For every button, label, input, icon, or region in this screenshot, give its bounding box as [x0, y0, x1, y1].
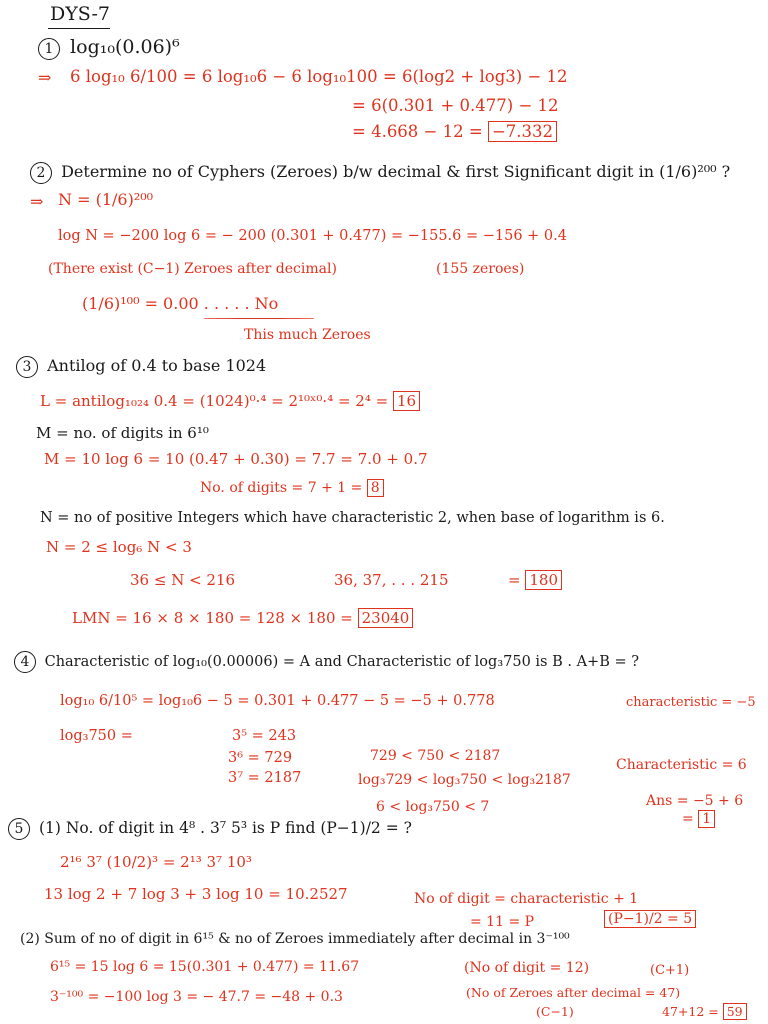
question-3: [16, 356, 266, 378]
q5-line-2: 13 log 2 + 7 log 3 + 3 log 10 = 10.2527: [44, 885, 348, 903]
q5-final: [662, 1006, 747, 1019]
q5-line-5: 3⁻¹⁰⁰ = −100 log 3 = − 47.7 = −48 + 0.3: [50, 989, 343, 1005]
q3-n-answer-box: 180: [525, 570, 562, 590]
q2-line-1: N = (1/6)²⁰⁰: [58, 190, 154, 209]
question-number-4: 4: [14, 651, 36, 673]
q3-n-line-2a: 36 ≤ N < 216: [130, 571, 236, 589]
question-1-text: log₁₀(0.06)⁶: [70, 36, 180, 58]
question-2-text: Determine no of Cyphers (Zeroes) b/w decimal & first Significant digit in (1/6)²⁰⁰ ?: [61, 162, 731, 181]
question-3-text: Antilog of 0.4 to base 1024: [47, 356, 267, 375]
q3-n-result-prefix: =: [508, 571, 521, 589]
implies-arrow-1: ⇒: [38, 68, 52, 87]
q3-n-result: [508, 573, 562, 588]
q4-line-5: 6 < log₃750 < 7: [376, 799, 490, 815]
question-2: [30, 162, 730, 184]
q4-characteristic-note: characteristic = −5: [626, 695, 756, 710]
question-4-text: Characteristic of log₁₀(0.00006) = A and Characteristic of log₃750 is B . A+B = ?: [44, 654, 640, 670]
q4-line-4: 3⁷ = 2187: [228, 770, 302, 786]
q3-l-prefix: L = antilog₁₀₂₄ 0.4 = (1024)⁰·⁴ = 2¹⁰ˣ⁰·⁴ = 2⁴ =: [40, 392, 389, 410]
q4-answer-box: 1: [698, 810, 715, 828]
q5-line-4b: (No of digit = 12): [464, 960, 590, 976]
q3-lmn-answer-box: 23040: [358, 608, 414, 628]
q1-answer-box: −7.332: [488, 121, 557, 142]
q5-line-4c: (C+1): [650, 963, 690, 978]
question-number-3: 3: [16, 356, 38, 378]
q3-l-line: [40, 394, 420, 409]
q3-m-line: M = 10 log 6 = 10 (0.47 + 0.30) = 7.7 = 7.0 + 0.7: [44, 450, 428, 468]
q4-characteristic-6: Characteristic = 6: [616, 757, 747, 773]
question-5-part-1: [8, 818, 412, 840]
question-5-text-1: No. of digit in 4⁸ . 3⁷ 5³ is P find (P−1)/2 = ?: [65, 819, 412, 837]
question-4: [14, 651, 639, 673]
q4-line-1: log₁₀ 6/10⁵ = log₁₀6 − 5 = 0.301 + 0.477 − 5 = −5 + 0.778: [60, 693, 495, 709]
q3-n-line-2b: 36, 37, . . . 215: [334, 571, 449, 589]
question-5-sub-2: (2): [20, 931, 40, 947]
q1-step-3: [352, 124, 557, 141]
q3-m-digits-prefix: No. of digits = 7 + 1 =: [200, 480, 363, 496]
question-5-part-2: [20, 932, 570, 946]
q5-p-answer-box: (P−1)/2 = 5: [604, 910, 696, 928]
q2-line-5: This much Zeroes: [244, 327, 371, 343]
q4-line-2: log₃750 =: [60, 728, 133, 744]
q5-line-2b: No of digit = characteristic + 1: [414, 891, 639, 907]
q4-line-2b: 3⁵ = 243: [232, 728, 297, 744]
q5-box-answer: [604, 912, 696, 926]
page-title: DYS-7: [50, 3, 110, 25]
q5-line-5b: (No of Zeroes after decimal = 47): [466, 985, 681, 1000]
q2-line-3b: (155 zeroes): [436, 261, 525, 277]
q5-line-1: 2¹⁶ 3⁷ (10/2)³ = 2¹³ 3⁷ 10³: [60, 853, 252, 871]
question-5-sub-1: (1): [38, 819, 61, 837]
q2-line-4: (1/6)¹⁰⁰ = 0.00 . . . . . No: [82, 294, 279, 313]
question-number-2: 2: [30, 162, 52, 184]
q3-m-answer-box: 8: [367, 479, 384, 497]
q3-l-answer-box: 16: [393, 391, 420, 411]
implies-arrow-2: ⇒: [30, 192, 44, 211]
question-number-5: 5: [8, 818, 30, 840]
q3-n-line-1: N = 2 ≤ log₆ N < 3: [46, 538, 192, 556]
question-5-text-2: Sum of no of digit in 6¹⁵ & no of Zeroes immediately after decimal in 3⁻¹⁰⁰: [44, 931, 570, 947]
q3-n-definition: N = no of positive Integers which have characteristic 2, when base of logarithm is 6.: [40, 510, 665, 526]
q5-line-3: = 11 = P: [470, 914, 535, 930]
question-1: [38, 38, 180, 60]
q5-final-prefix: 47+12 =: [662, 1004, 719, 1019]
q4-final: [682, 812, 715, 826]
q3-lmn-line: [72, 611, 413, 626]
q3-m-digits: [200, 481, 384, 495]
q4-line-3b: 729 < 750 < 2187: [370, 748, 501, 764]
q1-step-2: = 6(0.301 + 0.477) − 12: [352, 96, 559, 115]
title-underline: [48, 28, 110, 29]
q1-step-1: 6 log₁₀ 6/100 = 6 log₁₀6 − 6 log₁₀100 = 6(log2 + log3) − 12: [70, 67, 568, 86]
zeroes-brace: [204, 318, 314, 319]
q3-lmn-prefix: LMN = 16 × 8 × 180 = 128 × 180 =: [72, 609, 353, 627]
q3-m-definition: M = no. of digits in 6¹⁰: [36, 424, 209, 442]
q2-line-3a: (There exist (C−1) Zeroes after decimal): [48, 261, 337, 277]
q2-line-2: log N = −200 log 6 = − 200 (0.301 + 0.477) = −155.6 = −156 + 0.4: [58, 228, 567, 244]
q4-line-4b: log₃729 < log₃750 < log₃2187: [358, 772, 571, 788]
q5-line-4: 6¹⁵ = 15 log 6 = 15(0.301 + 0.477) = 11.67: [50, 959, 360, 975]
question-number-1: 1: [38, 38, 60, 60]
q1-step-3-prefix: = 4.668 − 12 =: [352, 122, 483, 141]
q4-line-3: 3⁶ = 729: [228, 750, 293, 766]
q4-ans-line: Ans = −5 + 6: [646, 793, 744, 809]
q5-final-answer-box: 59: [723, 1003, 747, 1020]
q5-line-6a: (C−1): [536, 1004, 574, 1019]
q4-final-prefix: =: [682, 811, 694, 827]
